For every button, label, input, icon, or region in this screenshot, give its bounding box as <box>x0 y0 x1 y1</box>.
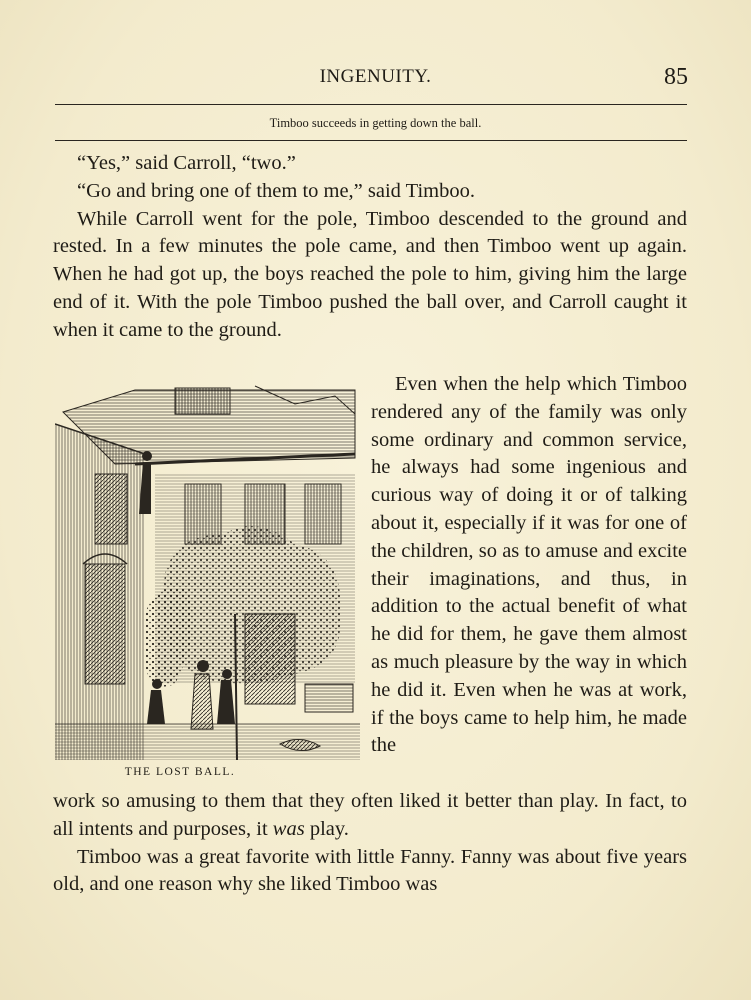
paragraph: “Yes,” said Carroll, “two.” <box>77 152 296 174</box>
page-number: 85 <box>664 64 688 90</box>
paragraph: “Go and bring one of them to me,” said Timboo. <box>77 179 475 202</box>
figure-caption: THE LOST BALL. <box>124 766 236 778</box>
header-rule-lower <box>55 140 687 141</box>
side-heading: Timboo succeeds in getting down the ball. <box>269 116 482 130</box>
header-rule <box>55 104 687 105</box>
body-text-top <box>53 150 687 345</box>
paragraph: Even when the help which Timboo rendered any of the family was only some ordinary and common service, he always had some ingenious and curious way of doing it or of talking about it, especially if it was for one of the children, so as to amuse and excite their imaginations, and thus, in addition to the actual benefit of what he did for them, he gave them almost as much pleasure by the way in which he did it. Even when he was at work, if the boys came to help him, he made the <box>371 373 687 757</box>
paragraph-text: work so amusing to them that they often liked it better than play. In fact, to all intents and purposes, it <box>53 790 687 840</box>
paragraph: While Carroll went for the pole, Timboo descended to the ground and rested. In a few minutes the pole came, and then Timboo went up again. When he had got up, the boys reached the pole to him, giving him the large end of it. With the pole Timboo pushed the ball over, and Carroll caught it when it came to the ground. <box>53 207 687 341</box>
emphasized-word: was <box>272 817 305 840</box>
paragraph-text: play. <box>304 817 349 840</box>
body-text-bottom <box>53 788 687 899</box>
paragraph: Timboo was a great favorite with little Fanny. Fanny was about five years old, and one reason why she liked Timboo was <box>53 845 687 896</box>
engraving-illustration <box>55 384 360 760</box>
paragraph-continued <box>53 788 687 844</box>
engraving-house-tree-children-icon <box>55 384 360 760</box>
running-title: INGENUITY. <box>319 66 432 87</box>
body-text-beside-figure <box>371 371 687 760</box>
